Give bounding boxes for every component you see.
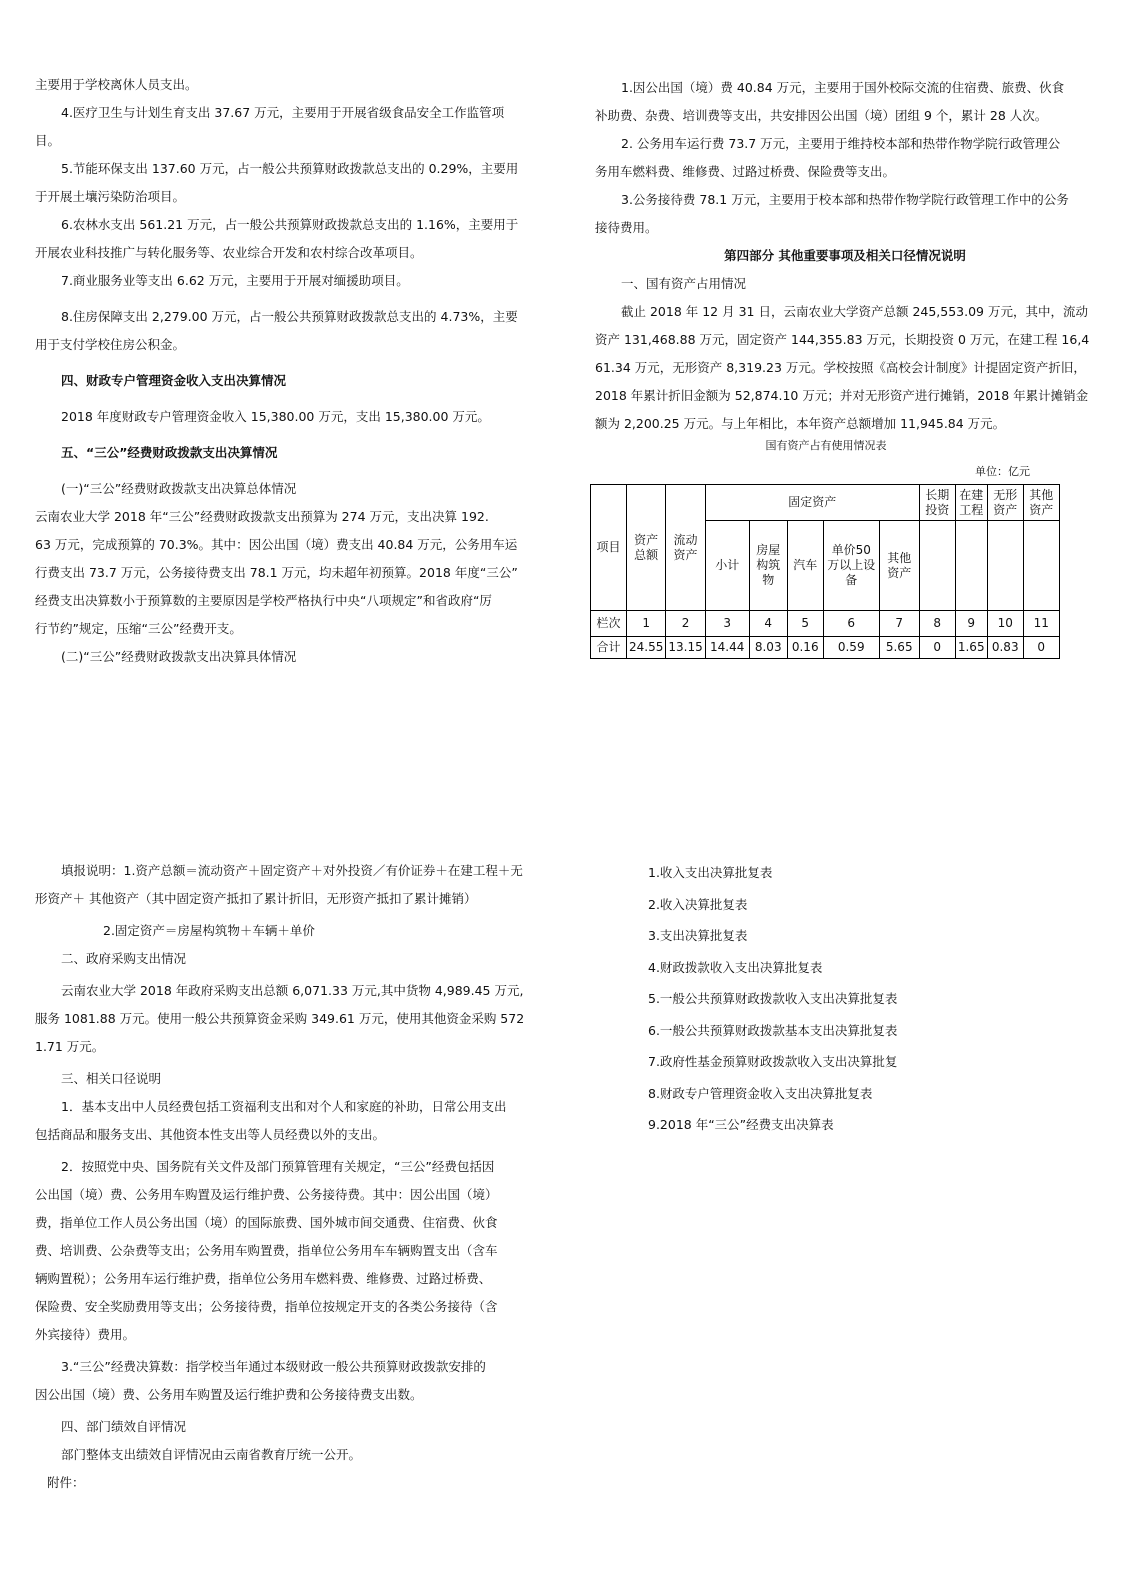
paragraph-line: 经费支出决算数小于预算数的主要原因是学校严格执行中央“八项规定”和省政府“厉 [35, 593, 492, 608]
table-cell: 9 [955, 611, 987, 637]
section-heading: 五、“三公”经费财政拨款支出决算情况 [61, 445, 278, 460]
table-cell: 3 [705, 611, 749, 637]
paragraph-line: 补助费、杂费、培训费等支出，共安排因公出国（境）团组 9 个，累计 28 人次。 [595, 108, 1048, 123]
header-construction: 在建工程 [955, 485, 987, 521]
paragraph-line: 服务 1081.88 万元。使用一般公共预算资金采购 349.61 万元，使用其他资金采购 572 [35, 1011, 525, 1026]
table-cell: 6 [823, 611, 879, 637]
asset-table [590, 484, 1060, 659]
list-item: 4.财政拨款收入支出决算批复表 [648, 959, 823, 975]
subsection-heading: (二)“三公”经费财政拨款支出决算具体情况 [61, 649, 297, 664]
row-label: 栏次 [591, 611, 627, 637]
table-cell: 24.55 [627, 637, 666, 659]
table-cell: 2 [666, 611, 705, 637]
paragraph-line: 2．按照党中央、国务院有关文件及部门预算管理有关规定，“三公”经费包括因 [61, 1159, 495, 1174]
paragraph-line: 云南农业大学 2018 年“三公”经费财政拨款支出预算为 274 万元，支出决算 192. [35, 509, 489, 524]
table-cell: 5 [787, 611, 823, 637]
header-car: 汽车 [787, 521, 823, 611]
table-cell: 13.15 [666, 637, 705, 659]
paragraph-line: 5.节能环保支出 137.60 万元，占一般公共预算财政拨款总支出的 0.29%，主要用 [61, 161, 519, 176]
left-top-column [35, 71, 535, 671]
section-heading: 四、部门绩效自评情况 [61, 1419, 187, 1434]
table-unit: 单位：亿元 [975, 465, 1030, 478]
table-cell: 1.65 [955, 637, 987, 659]
paragraph-line: 资产 131,468.88 万元，固定资产 144,355.83 万元，长期投资 0 万元，在建工程 16,4 [595, 332, 1090, 347]
list-item: 7.政府性基金预算财政拨款收入支出决算批复 [648, 1054, 898, 1069]
section-heading: 二、政府采购支出情况 [61, 951, 187, 966]
paragraph-line: 保险费、安全奖励费用等支出；公务接待费，指单位按规定开支的各类公务接待（含 [35, 1299, 498, 1314]
paragraph-line: 7.商业服务业等支出 6.62 万元，主要用于开展对缅援助项目。 [61, 273, 409, 288]
table-cell: 5.65 [879, 637, 919, 659]
list-item: 2.收入决算批复表 [648, 896, 748, 912]
table-row [591, 611, 1060, 637]
subsection-heading: (一)“三公”经费财政拨款支出决算总体情况 [61, 481, 297, 496]
paragraph-line: 费、培训费、公杂费等支出；公务用车购置费，指单位公务用车车辆购置支出（含车 [35, 1243, 498, 1258]
paragraph-line: 用于支付学校住房公积金。 [35, 337, 186, 352]
list-item: 9.2018 年“三公”经费支出决算表 [648, 1117, 834, 1132]
paragraph-line: 3.公务接待费 78.1 万元，主要用于校本部和热带作物学院行政管理工作中的公务 [621, 192, 1069, 207]
table-cell: 0 [1023, 637, 1059, 659]
paragraph-line: 2.固定资产＝房屋构筑物＋车辆＋单价 [103, 923, 315, 938]
paragraph-line: 行费支出 73.7 万元，公务接待费支出 78.1 万元，均未超年初预算。2018 年度“三公” [35, 565, 518, 580]
part-heading: 第四部分 其他重要事项及相关口径情况说明 [724, 248, 966, 263]
table-cell: 0 [919, 637, 955, 659]
table-cell: 14.44 [705, 637, 749, 659]
paragraph-line: 填报说明：1.资产总额＝流动资产＋固定资产＋对外投资／有价证券＋在建工程＋无 [61, 863, 523, 878]
table-cell: 10 [987, 611, 1023, 637]
paragraph-line: 辆购置税）；公务用车运行维护费，指单位公务用车燃料费、维修费、过路过桥费、 [35, 1271, 492, 1286]
paragraph-line: 外宾接待）费用。 [35, 1327, 136, 1342]
list-item: 5.一般公共预算财政拨款收入支出决算批复表 [648, 991, 898, 1006]
list-item: 6.一般公共预算财政拨款基本支出决算批复表 [648, 1022, 898, 1038]
paragraph-line: 因公出国（境）费、公务用车购置及运行维护费和公务接待费支出数。 [35, 1387, 423, 1402]
table-cell: 8.03 [749, 637, 787, 659]
attachment-label: 附件： [47, 1475, 85, 1490]
table-cell: 0.83 [987, 637, 1023, 659]
list-item: 8.财政专户管理资金收入支出决算批复表 [648, 1085, 873, 1101]
asset-table-block [590, 436, 1090, 659]
paragraph-line: 部门整体支出绩效自评情况由云南省教育厅统一公开。 [61, 1447, 362, 1462]
table-cell: 0.59 [823, 637, 879, 659]
table-cell: 11 [1023, 611, 1059, 637]
paragraph-line: 行节约”规定，压缩“三公”经费开支。 [35, 621, 242, 636]
paragraph-line: 费，指单位工作人员公务出国（境）的国际旅费、国外城市间交通费、住宿费、伙食 [35, 1215, 498, 1230]
paragraph-line: 截止 2018 年 12 月 31 日，云南农业大学资产总额 245,553.09 万元，其中，流动 [621, 304, 1088, 319]
row-label: 合计 [591, 637, 627, 659]
header-building: 房屋构筑物 [749, 521, 787, 611]
left-bottom-column [35, 857, 535, 1497]
header-total-assets: 资产总额 [627, 485, 666, 611]
paragraph-line: 接待费用。 [595, 220, 658, 235]
paragraph-line: 61.34 万元，无形资产 8,319.23 万元。学校按照《高校会计制度》计提固定资产折旧， [595, 360, 1086, 375]
table-cell: 4 [749, 611, 787, 637]
right-top-column [595, 74, 1095, 438]
attachments-list [648, 857, 1088, 1141]
table-cell: 7 [879, 611, 919, 637]
header-current-assets: 流动资产 [666, 485, 705, 611]
paragraph-line: 1.71 万元。 [35, 1039, 105, 1054]
header-long-term-investment: 长期投资 [919, 485, 955, 521]
paragraph-line: 云南农业大学 2018 年政府采购支出总额 6,071.33 万元,其中货物 4,989.45 万元, [61, 983, 524, 998]
paragraph-line: 6.农林水支出 561.21 万元，占一般公共预算财政拨款总支出的 1.16%，主要用于 [61, 217, 519, 232]
table-cell: 1 [627, 611, 666, 637]
paragraph-line: 包括商品和服务支出、其他资本性支出等人员经费以外的支出。 [35, 1127, 386, 1142]
list-item: 3.支出决算批复表 [648, 928, 748, 943]
table-row [591, 637, 1060, 659]
paragraph-line: 额为 2,200.25 万元。与上年相比，本年资产总额增加 11,945.84 万元。 [595, 416, 1006, 431]
paragraph-line: 于开展土壤污染防治项目。 [35, 189, 186, 204]
paragraph-line: 2. 公务用车运行费 73.7 万元，主要用于维持校本部和热带作物学院行政管理公 [621, 136, 1061, 151]
header-item: 项目 [591, 485, 627, 611]
paragraph-line: 2018 年度财政专户管理资金收入 15,380.00 万元，支出 15,380.00 万元。 [61, 409, 490, 424]
paragraph-line: 开展农业科技推广与转化服务等、农业综合开发和农村综合改革项目。 [35, 245, 423, 260]
paragraph-line: 4.医疗卫生与计划生育支出 37.67 万元，主要用于开展省级食品安全工作监管项 [61, 105, 505, 120]
paragraph-line: 主要用于学校离休人员支出。 [35, 77, 198, 92]
list-item: 1.收入支出决算批复表 [648, 865, 773, 880]
paragraph-line: 务用车燃料费、维修费、过路过桥费、保险费等支出。 [595, 164, 896, 179]
paragraph-line: 1．基本支出中人员经费包括工资福利支出和对个人和家庭的补助，日常公用支出 [61, 1099, 507, 1114]
header-fixed-other: 其他资产 [879, 521, 919, 611]
section-heading: 三、相关口径说明 [61, 1071, 162, 1086]
paragraph-line: 8.住房保障支出 2,279.00 万元，占一般公共预算财政拨款总支出的 4.73%，主要 [61, 309, 518, 324]
section-heading: 一、国有资产占用情况 [621, 276, 747, 291]
header-other-assets: 其他资产 [1023, 485, 1059, 521]
header-intangible-assets: 无形资产 [987, 485, 1023, 521]
header-subtotal: 小计 [705, 521, 749, 611]
table-cell: 8 [919, 611, 955, 637]
paragraph-line: 1.因公出国（境）费 40.84 万元，主要用于国外校际交流的住宿费、旅费、伙食 [621, 80, 1065, 95]
paragraph-line: 2018 年累计折旧金额为 52,874.10 万元；并对无形资产进行摊销，2018 年累计摊销金 [595, 388, 1089, 403]
table-cell: 0.16 [787, 637, 823, 659]
section-heading: 四、财政专户管理资金收入支出决算情况 [61, 373, 287, 388]
paragraph-line: 公出国（境）费、公务用车购置及运行维护费、公务接待费。其中：因公出国（境） [35, 1187, 498, 1202]
paragraph-line: 形资产＋ 其他资产（其中固定资产抵扣了累计折旧，无形资产抵扣了累计摊销） [35, 891, 477, 906]
paragraph-line: 3.“三公”经费决算数：指学校当年通过本级财政一般公共预算财政拨款安排的 [61, 1359, 486, 1374]
paragraph-line: 目。 [35, 133, 61, 148]
table-title: 国有资产占有使用情况表 [765, 439, 887, 452]
paragraph-line: 63 万元，完成预算的 70.3%。其中：因公出国（境）费支出 40.84 万元，公务用车运 [35, 537, 518, 552]
header-equipment: 单价50万以上设备 [823, 521, 879, 611]
header-fixed-assets: 固定资产 [705, 485, 919, 521]
